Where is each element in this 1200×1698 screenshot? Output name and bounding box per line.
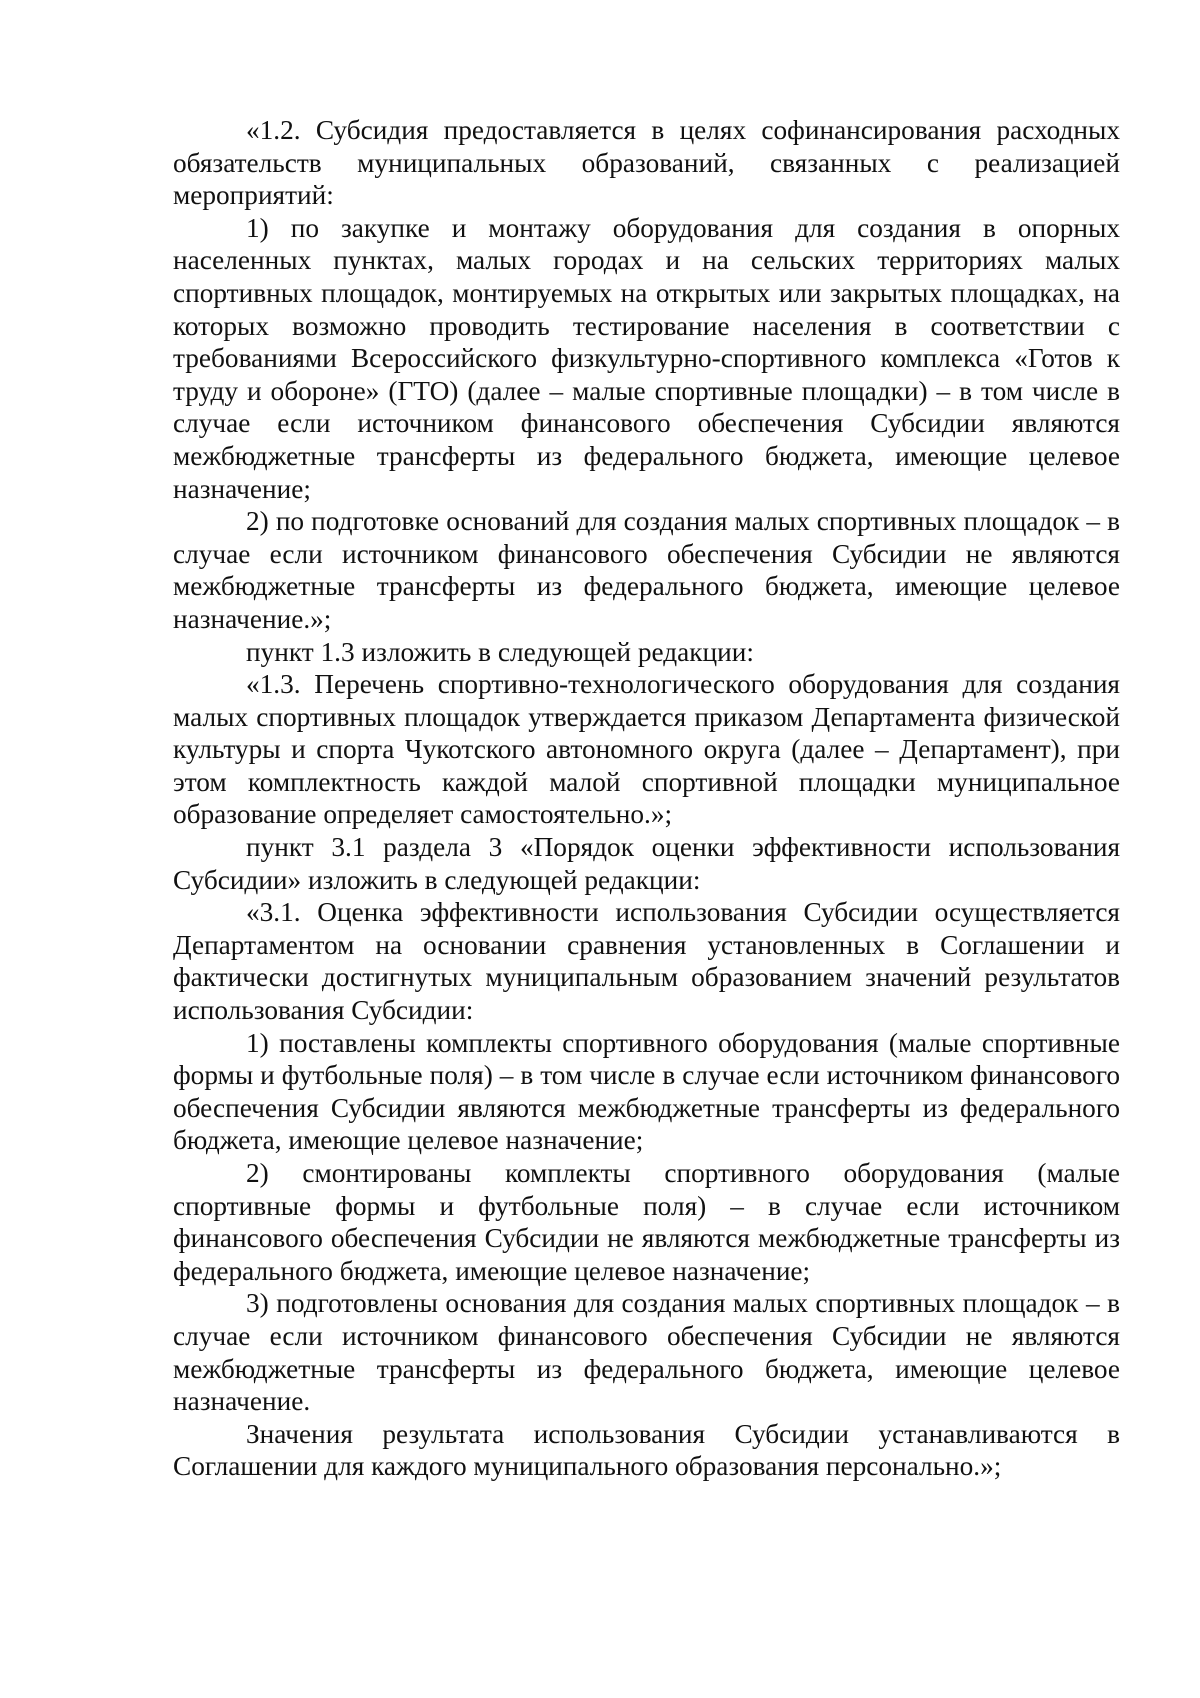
- paragraph-3-1-intro: «3.1. Оценка эффективности использования Субсидии осуществляется Департаментом на основании сравнения установленных в Соглашении и фактически достигнутых муниципальным образованием значений результатов использования Субсидии:: [173, 897, 1120, 1026]
- paragraph-3-1-item-3: 3) подготовлены основания для создания малых спортивных площадок – в случае если источником финансового обеспечения Субсидии не являются межбюджетные трансферты из федерального бюджета, имеющие целевое назначение.: [173, 1288, 1120, 1417]
- paragraph-3-1-closing: Значения результата использования Субсидии устанавливаются в Соглашении для каждого муниципального образования персонально.»;: [173, 1418, 1120, 1482]
- paragraph-3-1-instruction: пункт 3.1 раздела 3 «Порядок оценки эффективности использования Субсидии» изложить в следующей редакции:: [173, 832, 1120, 895]
- paragraph-1-3-text: «1.3. Перечень спортивно-технологического оборудования для создания малых спортивных площадок утверждается приказом Департамента физической культуры и спорта Чукотского автономного округа (далее – Департамент), при этом комплектность каждой малой спортивной площадки муниципальное образование определяет самостоятельно.»;: [173, 669, 1120, 830]
- paragraph-1-2-item-2: 2) по подготовке оснований для создания малых спортивных площадок – в случае если источником финансового обеспечения Субсидии не являются межбюджетные трансферты из федерального бюджета, имеющие целевое назначение.»;: [173, 506, 1120, 634]
- paragraph-1-2-intro: «1.2. Субсидия предоставляется в целях софинансирования расходных обязательств муниципальных образований, связанных с реализацией мероприятий:: [173, 115, 1120, 211]
- paragraph-3-1-item-1: 1) поставлены комплекты спортивного оборудования (малые спортивные формы и футбольные поля) – в том числе в случае если источником финансового обеспечения Субсидии являются межбюджетные трансферты из федерального бюджета, имеющие целевое назначение;: [173, 1027, 1120, 1156]
- paragraph-1-3-instruction: пункт 1.3 изложить в следующей редакции:: [246, 636, 754, 667]
- paragraph-3-1-item-2: 2) смонтированы комплекты спортивного оборудования (малые спортивные формы и футбольные поля) – в случае если источником финансового обеспечения Субсидии не являются межбюджетные трансферты из федерального бюджета, имеющие целевое назначение;: [173, 1158, 1120, 1286]
- document-body: [173, 114, 1120, 1483]
- paragraph-1-2-item-1: 1) по закупке и монтажу оборудования для создания в опорных населенных пунктах, малых городах и на сельских территориях малых спортивных площадок, монтируемых на открытых или закрытых площадках, на которых возможно проводить тестирование населения в соответствии с требованиями Всероссийского физкультурно-спортивного комплекса «Готов к труду и обороне» (ГТО) (далее – малые спортивные площадки) – в том числе в случае если источником финансового обеспечения Субсидии являются межбюджетные трансферты из федерального бюджета, имеющие целевое назначение;: [173, 212, 1120, 504]
